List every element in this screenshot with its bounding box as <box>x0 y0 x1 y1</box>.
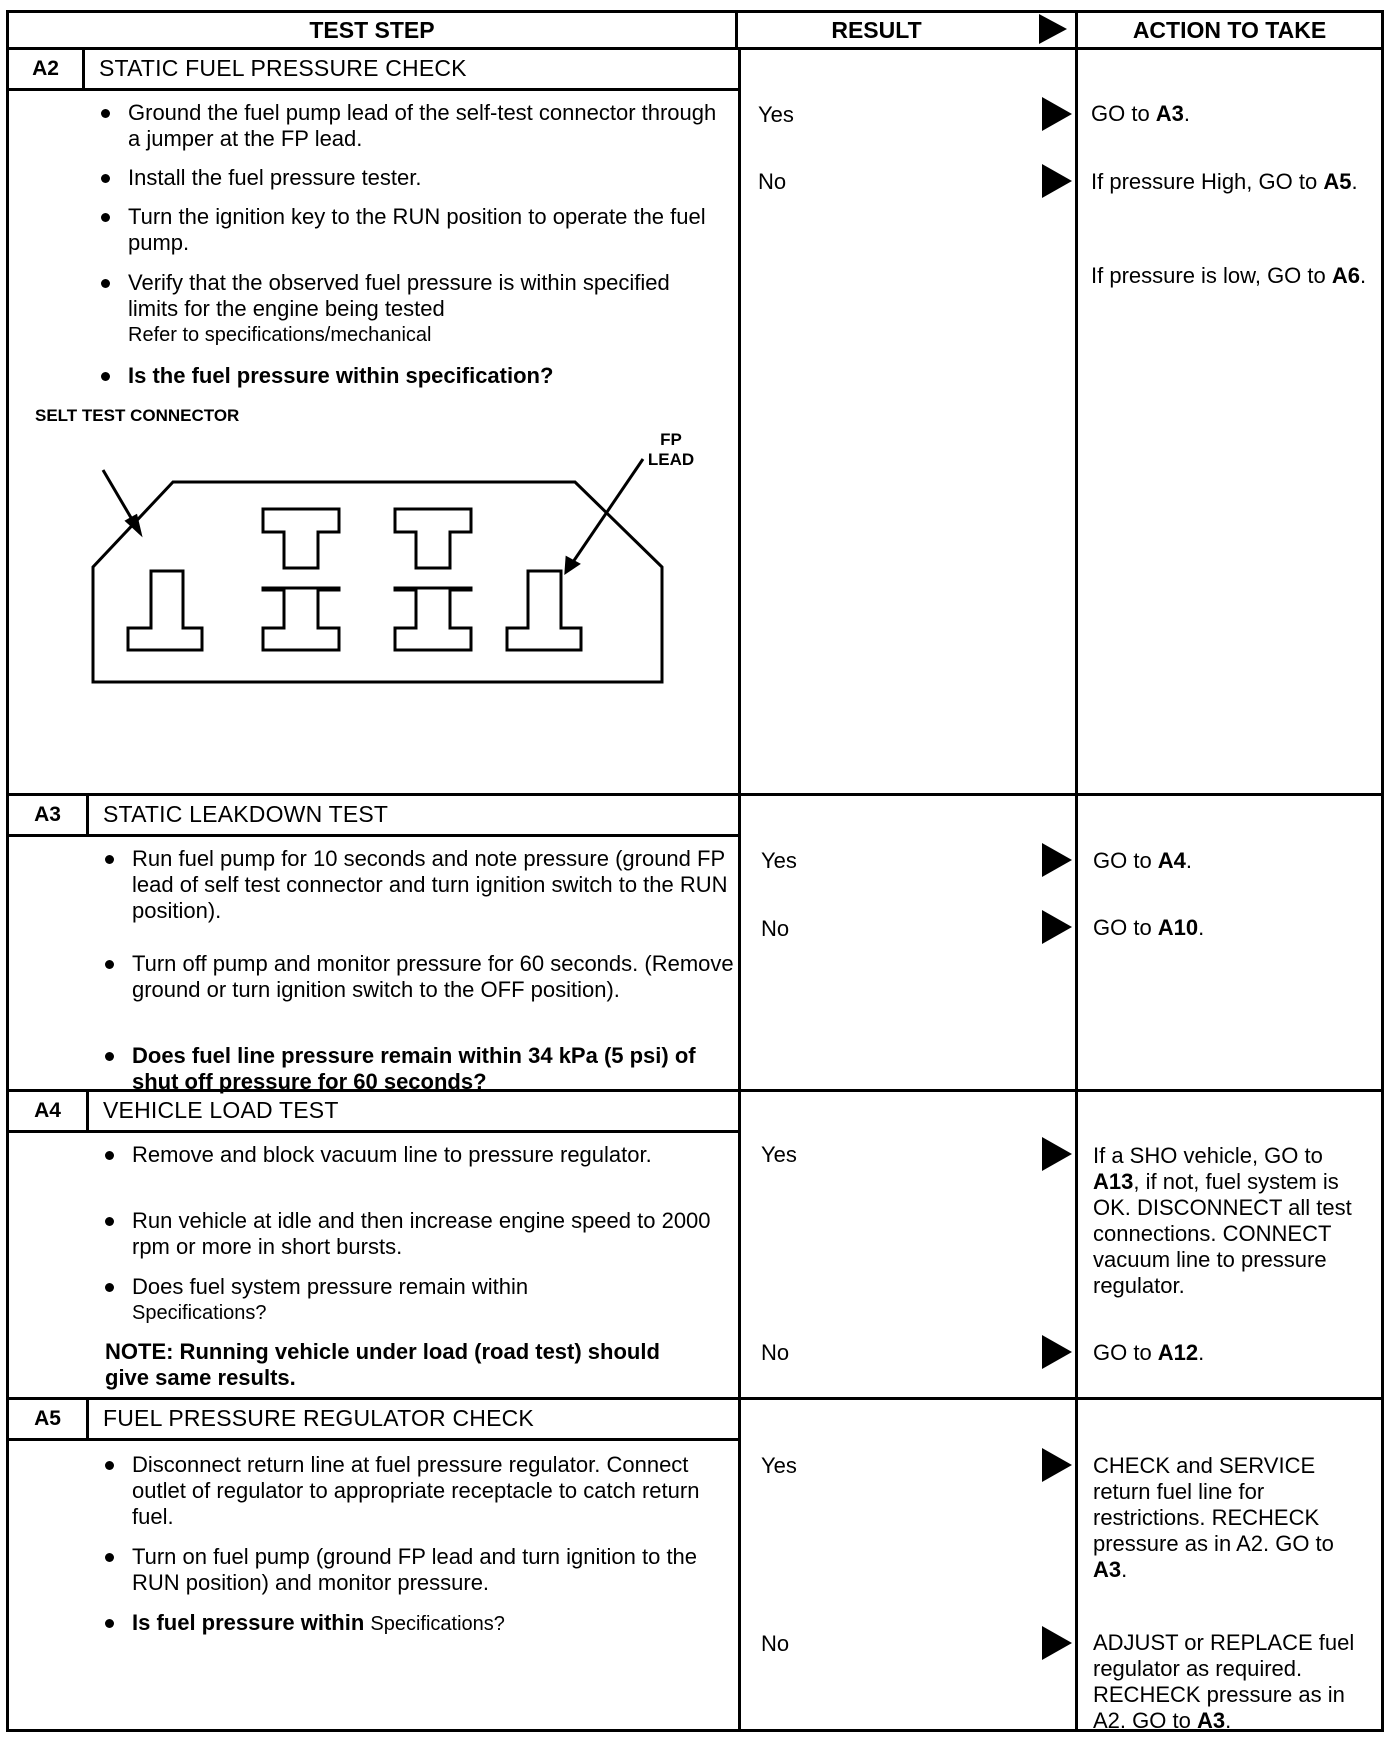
action-suffix: . <box>1121 1557 1128 1582</box>
bullet-dot-icon <box>101 109 110 118</box>
result-no: No <box>758 169 787 194</box>
action-prefix: ADJUST or REPLACE fuel regulator as required. RECHECK pressure as in A2. GO to <box>1093 1630 1355 1733</box>
header-action-label: ACTION TO TAKE <box>1132 16 1327 43</box>
action-suffix: . <box>1351 169 1358 194</box>
result-arrow-icon <box>1042 164 1072 198</box>
diagnostic-table <box>6 10 1384 1732</box>
bullet-dot-icon <box>105 1052 114 1061</box>
action-text <box>1093 1630 1373 1734</box>
label-self-test-connector: SELT TEST CONNECTOR <box>35 406 240 425</box>
result-yes: Yes <box>758 102 794 127</box>
result-yes: Yes <box>761 848 797 873</box>
connector-outline <box>93 482 662 682</box>
result-no: No <box>761 916 790 941</box>
action-suffix: , if not, fuel system is OK. DISCONNECT all test connections. CONNECT vacuum line to pressure regulator. <box>1093 1169 1352 1298</box>
bullet-text: Remove and block vacuum line to pressure regulator. <box>132 1142 652 1167</box>
result-arrow-icon <box>1042 97 1072 131</box>
bullet-item <box>101 363 731 389</box>
bullet-text: Turn off pump and monitor pressure for 60 seconds. (Remove ground or turn ignition switch to the OFF position). <box>132 951 734 1002</box>
bullet-item <box>105 1274 735 1326</box>
connector-pin <box>128 571 202 650</box>
bullet-dot-icon <box>101 372 110 381</box>
bullet-dot-icon <box>105 960 114 969</box>
action-ref: A4 <box>1157 848 1186 873</box>
bullet-item <box>105 1142 705 1168</box>
action-text <box>1091 101 1371 127</box>
bullet-item <box>105 1544 735 1596</box>
bullet-dot-icon <box>101 174 110 183</box>
result-arrow-icon <box>1042 1137 1072 1171</box>
bullet-text: Disconnect return line at fuel pressure regulator. Connect outlet of regulator to appropriate receptacle to catch return fuel. <box>132 1452 700 1529</box>
action-ref: A10 <box>1157 915 1199 940</box>
column-divider-result <box>738 50 741 1729</box>
bullet-text: Verify that the observed fuel pressure is within specified limits for the engine being tested <box>128 270 670 321</box>
bullet-dot-icon <box>105 1283 114 1292</box>
connector-pin <box>263 588 339 650</box>
bullet-text: Does fuel system pressure remain within <box>132 1274 529 1299</box>
result-arrow-icon <box>1042 1626 1072 1660</box>
step-title-divider <box>9 1130 738 1133</box>
action-text <box>1093 1143 1373 1299</box>
action-text <box>1091 169 1371 195</box>
bullet-item <box>101 204 731 256</box>
bullet-item <box>101 100 731 152</box>
action-ref: A3 <box>1155 101 1184 126</box>
label-fp-lead: FP LEAD <box>647 430 695 469</box>
step-id: A2 <box>9 50 85 88</box>
bullet-dot-icon <box>101 279 110 288</box>
bullet-text: Turn the ignition key to the RUN position to operate the fuel pump. <box>128 204 706 255</box>
step-title: VEHICLE LOAD TEST <box>103 1097 339 1123</box>
action-suffix: . <box>1360 263 1367 288</box>
bullet-item <box>105 1043 725 1095</box>
action-suffix: . <box>1225 1708 1232 1733</box>
bullet-text: Turn on fuel pump (ground FP lead and turn ignition to the RUN position) and monitor pressure. <box>132 1544 698 1595</box>
step-id: A4 <box>9 1092 89 1130</box>
header-test-step-label: TEST STEP <box>309 16 435 43</box>
header-result-label: RESULT <box>831 16 922 43</box>
connector-pin-fp <box>507 571 581 650</box>
bullet-item <box>101 270 701 348</box>
result-yes: Yes <box>761 1453 797 1478</box>
action-suffix: . <box>1198 1340 1205 1365</box>
bullet-subtext: Specifications? <box>370 1613 505 1635</box>
result-arrow-icon <box>1042 1448 1072 1482</box>
action-ref: A3 <box>1196 1708 1226 1733</box>
column-divider-action <box>1075 50 1078 1729</box>
action-text <box>1093 1340 1373 1366</box>
bullet-text: Is fuel pressure within <box>132 1610 365 1635</box>
action-prefix: GO to <box>1093 848 1158 873</box>
action-suffix: . <box>1185 848 1193 873</box>
bullet-subtext: Specifications? <box>132 1302 267 1324</box>
step-id: A3 <box>9 796 89 834</box>
bullet-item <box>101 165 731 191</box>
note-text: NOTE: Running vehicle under load (road test) should give same results. <box>105 1339 660 1390</box>
bullet-dot-icon <box>105 1461 114 1470</box>
action-prefix: If pressure High, GO to <box>1091 169 1324 194</box>
bullet-dot-icon <box>105 1217 114 1226</box>
bullet-item <box>105 846 735 924</box>
step-title: STATIC LEAKDOWN TEST <box>103 801 389 827</box>
action-text <box>1093 1453 1373 1583</box>
result-arrow-icon <box>1042 1335 1072 1369</box>
self-test-connector-diagram <box>69 433 689 703</box>
bullet-dot-icon <box>105 1151 114 1160</box>
action-prefix: If pressure is low, GO to <box>1091 263 1332 288</box>
result-yes: Yes <box>761 1142 797 1167</box>
action-suffix: . <box>1183 101 1191 126</box>
bullet-item <box>105 951 735 1003</box>
bullet-dot-icon <box>105 855 114 864</box>
header-result <box>738 13 1078 50</box>
connector-pin <box>395 509 471 568</box>
fp-lead-pointer-arrowhead <box>566 558 578 572</box>
action-suffix: . <box>1198 915 1205 940</box>
header-arrow-icon <box>1039 14 1067 44</box>
action-prefix: GO to <box>1093 1340 1158 1365</box>
action-ref: A3 <box>1093 1557 1122 1582</box>
bullet-dot-icon <box>101 213 110 222</box>
step-title: STATIC FUEL PRESSURE CHECK <box>99 55 467 81</box>
step-title-divider <box>9 88 738 91</box>
result-no: No <box>761 1340 790 1365</box>
step-title-divider <box>9 834 738 837</box>
section-divider-a5 <box>9 1397 1381 1400</box>
bullet-dot-icon <box>105 1619 114 1628</box>
header-test-step <box>9 13 738 50</box>
bullet-text: Run vehicle at idle and then increase engine speed to 2000 rpm or more in short bursts. <box>132 1208 711 1259</box>
result-no: No <box>761 1631 790 1656</box>
action-text <box>1093 915 1373 941</box>
bullet-item <box>105 1610 735 1637</box>
step-id: A5 <box>9 1400 89 1438</box>
connector-pin <box>263 509 339 568</box>
step-title-divider <box>9 1438 738 1441</box>
step-title: FUEL PRESSURE REGULATOR CHECK <box>103 1405 534 1431</box>
section-divider-a3 <box>9 793 1381 796</box>
action-text <box>1093 848 1373 874</box>
bullet-text: Install the fuel pressure tester. <box>128 165 422 190</box>
result-arrow-icon <box>1042 910 1072 944</box>
action-prefix: If a SHO vehicle, GO to <box>1093 1143 1323 1168</box>
bullet-text: Is the fuel pressure within specification? <box>128 363 554 388</box>
fp-lead-pointer-line <box>573 459 643 562</box>
action-prefix: CHECK and SERVICE return fuel line for restrictions. RECHECK pressure as in A2. GO to <box>1093 1453 1334 1556</box>
action-ref: A5 <box>1323 169 1352 194</box>
action-ref: A12 <box>1157 1340 1199 1365</box>
bullet-item <box>105 1452 735 1530</box>
action-ref: A13 <box>1093 1169 1134 1194</box>
bullet-item <box>105 1208 735 1260</box>
action-text <box>1091 263 1371 289</box>
connector-pin <box>395 588 471 650</box>
bullet-text: Does fuel line pressure remain within 34 kPa (5 psi) of shut off pressure for 60 seconds? <box>132 1043 696 1094</box>
action-ref: A6 <box>1331 263 1360 288</box>
bullet-text: Ground the fuel pump lead of the self-test connector through a jumper at the FP lead. <box>128 100 717 151</box>
header-action <box>1078 13 1381 50</box>
action-prefix: GO to <box>1093 915 1158 940</box>
bullet-subtext: Refer to specifications/mechanical <box>128 324 432 346</box>
result-arrow-icon <box>1042 843 1072 877</box>
bullet-text: Run fuel pump for 10 seconds and note pressure (ground FP lead of self test connector and turn ignition switch to the RUN position). <box>132 846 728 923</box>
action-prefix: GO to <box>1091 101 1156 126</box>
bullet-dot-icon <box>105 1553 114 1562</box>
